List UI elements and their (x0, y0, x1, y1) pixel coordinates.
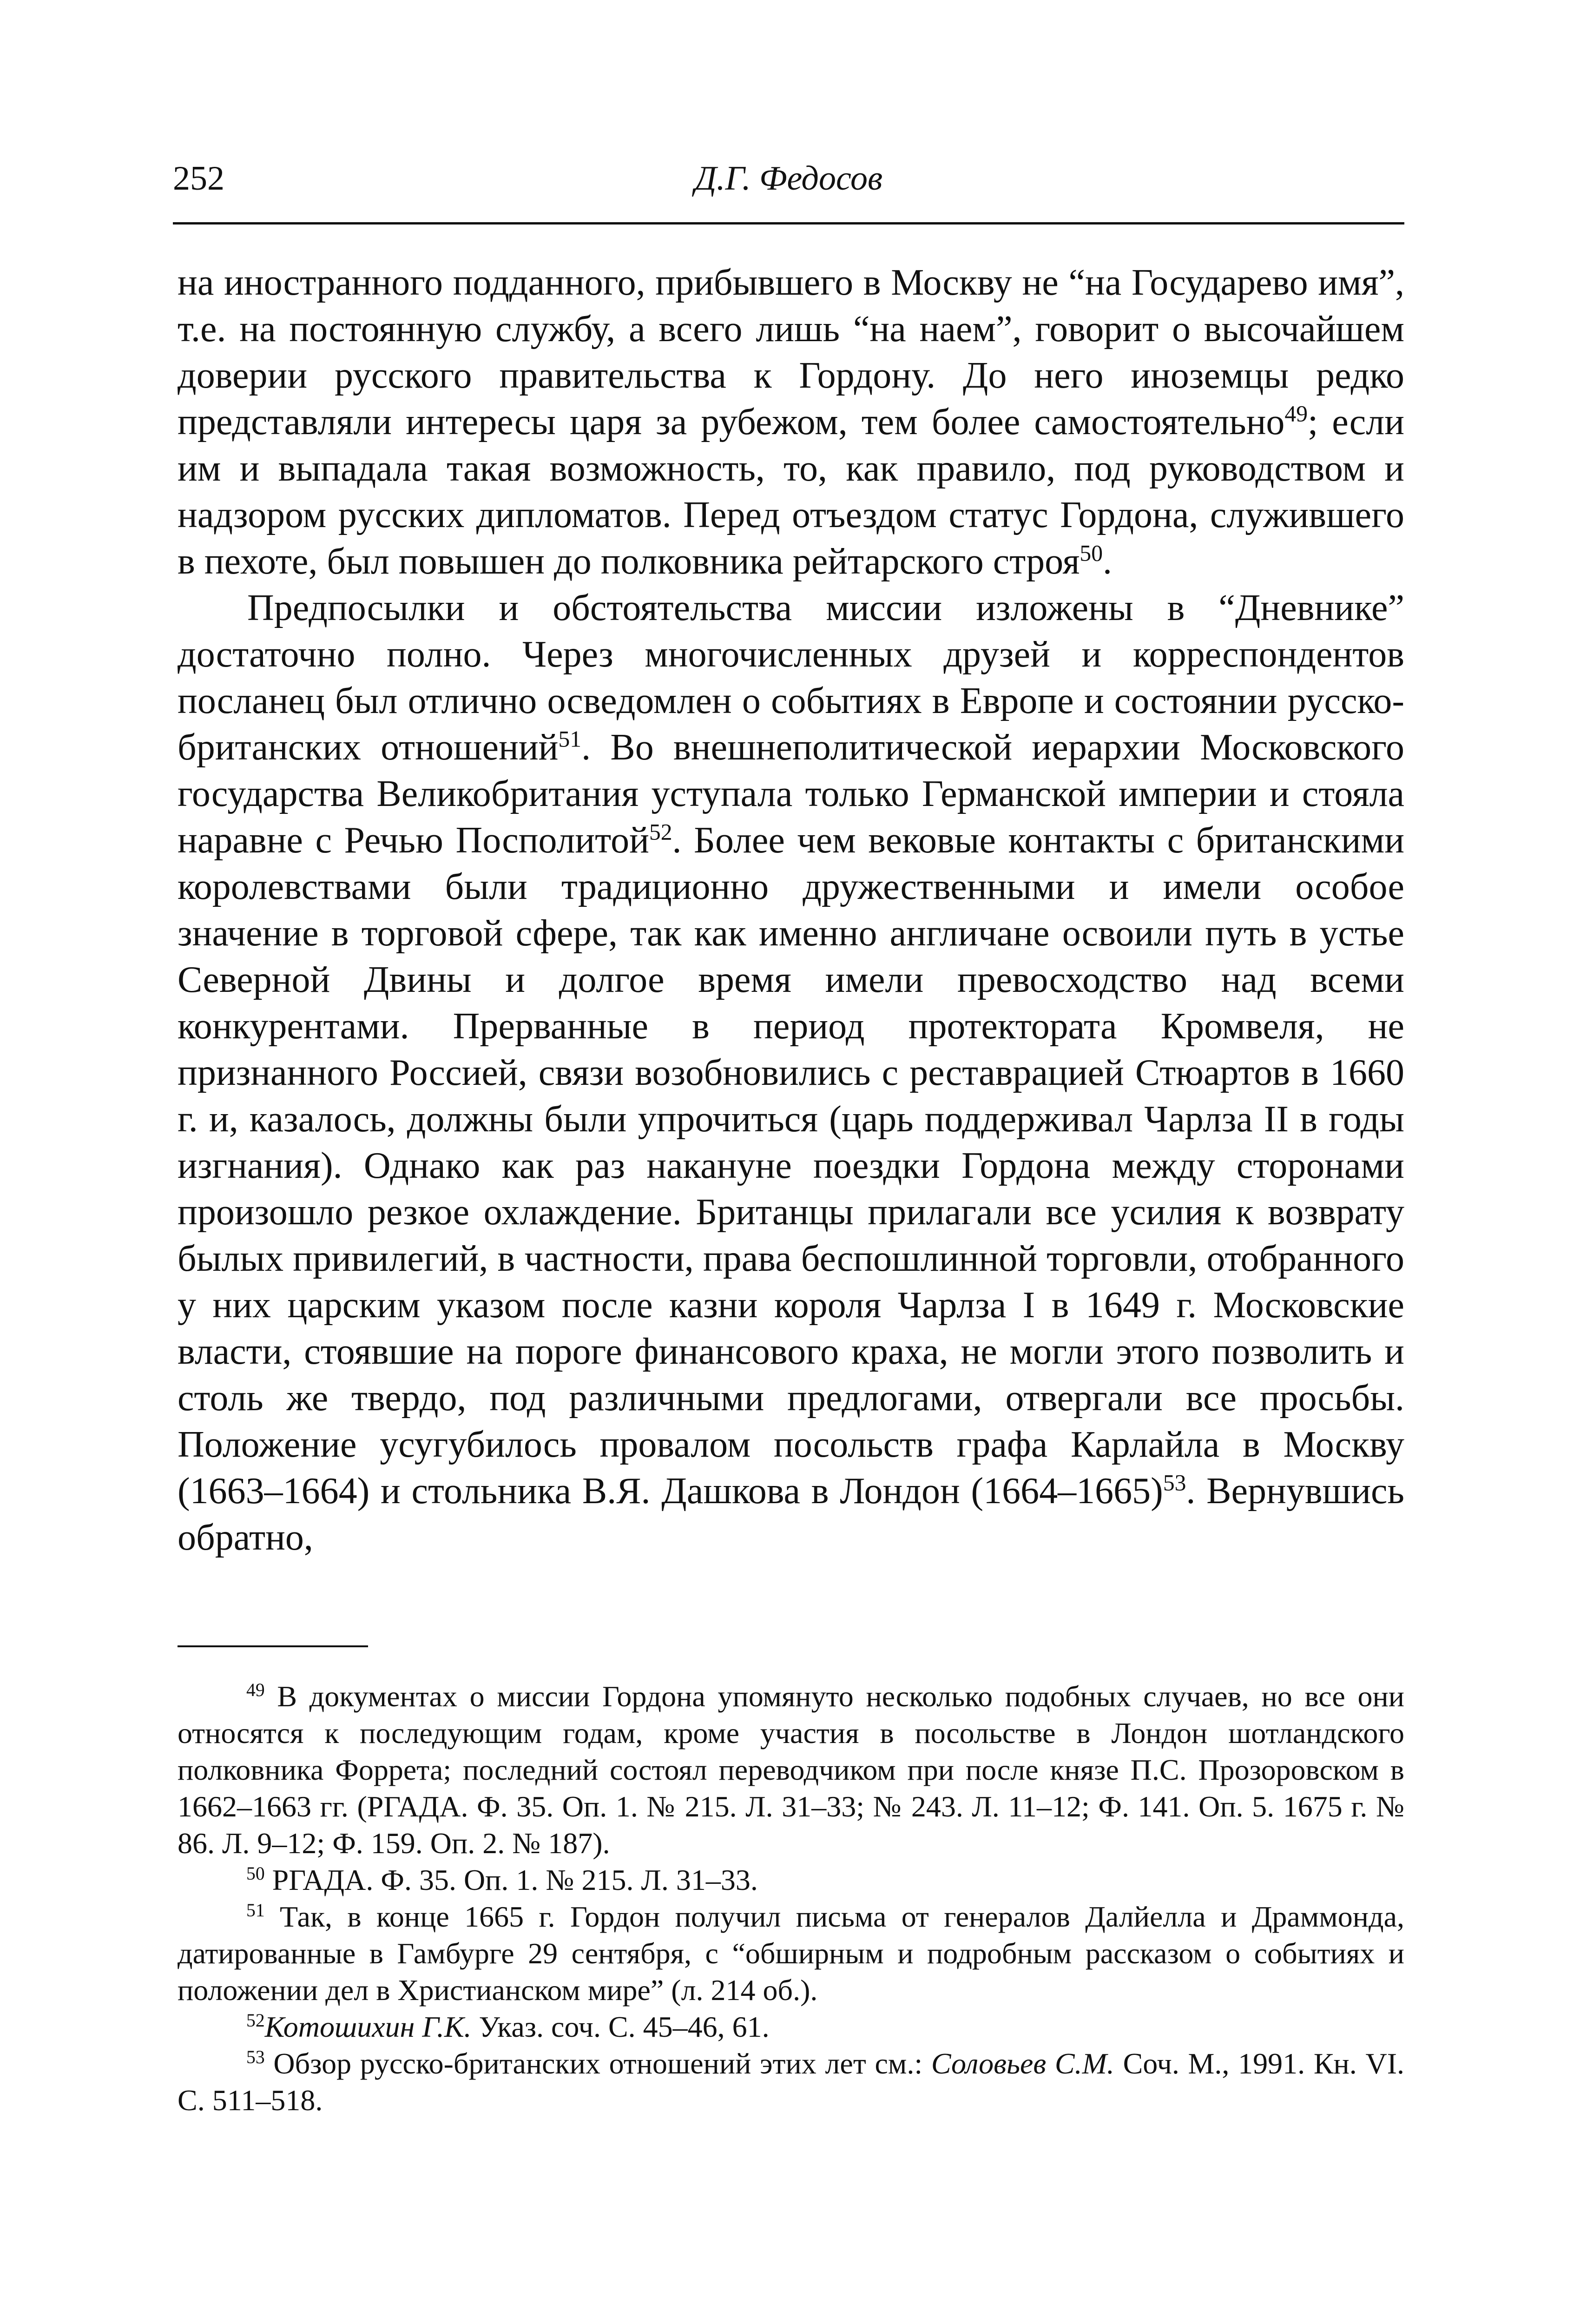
header-rule (173, 222, 1404, 224)
running-title: Д.Г. Федосов (694, 159, 883, 198)
footnote-text: РГАДА. Ф. 35. Оп. 1. № 215. Л. 31–33. (264, 1863, 758, 1896)
footnote-text: Указ. соч. С. 45–46, 61. (471, 2010, 770, 2043)
paragraph-1-text-2: ; если им и выпадала такая возможность, то, как правило, под руководством и надзором русских дипломатов. Перед отъездом статус Гордона, служившего в пехоте, был повышен до полковника рейтарского строя (178, 402, 1405, 582)
footnote-number: 53 (246, 2047, 265, 2068)
paragraph-2-text-2: . Во внешнеполитической иерархии Московского государства Великобритания уступала только Германской империи и стояла наравне с Речью Посполитой (178, 727, 1404, 861)
page-number: 252 (173, 159, 224, 198)
footnote-number: 49 (246, 1680, 265, 1701)
footnote-text: Так, в конце 1665 г. Гордон получил письма от генералов Далйелла и Драммонда, датированные в Гамбурге 29 сентября, с “обширным и подробным рассказом о событиях и положении дел в Христианском мире” (л. 214 об.). (178, 1900, 1404, 2007)
footnote-author: Котошихин Г.К. (264, 2010, 472, 2043)
footnote-ref-49: 49 (1284, 401, 1308, 427)
footnote-rule (178, 1645, 368, 1647)
footnote-number: 51 (246, 1900, 265, 1921)
paragraph-2-text-3: . Более чем вековые контакты с британскими королевствами были традиционно дружественными и имели особое значение в торговой сфере, так как именно англичане освоили путь в устье Северной Двины и долгое время имели превосходство над всеми конкурентами. Прерванные в период протектората Кромвеля, не признанного Россией, связи возобновились с реставрацией Стюартов в 1660 г. и, казалось, должны были упрочиться (царь поддерживал Чарлза II в годы изгнания). Однако как раз накануне поездки Гордона между сторонами произошло резкое охлаждение. Британцы прилагали все усилия к возврату былых привилегий, в частности, права беспошлинной торговли, отобранного у них царским указом после казни короля Чарлза I в 1649 г. Московские власти, стоявшие на пороге финансового краха, не могли этого позволить и столь же твердо, под различными предлогами, отвергали все просьбы. Положение усугубилось провалом посольств графа Карлайла в Москву (1663–1664) и стольника В.Я. Дашкова в Лондон (1664–1665) (178, 820, 1405, 1512)
page-header (173, 156, 1404, 207)
paragraph-1-text-1: на иностранного подданного, прибывшего в Москву не “на Государево имя”, т.е. на постоянную службу, а всего лишь “на наем”, говорит о высочайшем доверии русского правительства к Гордону. До него иноземцы редко представляли интересы царя за рубежом, тем более самостоятельно (178, 262, 1404, 442)
footnote-53 (178, 2045, 1404, 2119)
footnote-ref-52: 52 (649, 819, 672, 845)
footnote-51 (178, 1898, 1404, 2008)
paragraph-2 (178, 585, 1404, 1561)
footnote-text: Соч. М., 1991. Кн. VI. С. 511–518. (178, 2047, 1404, 2117)
paragraph-1 (178, 259, 1404, 585)
footnote-author: Соловьев С.М. (931, 2047, 1114, 2080)
footnote-49 (178, 1678, 1404, 1862)
footnote-number: 50 (246, 1863, 265, 1884)
footnote-ref-50: 50 (1080, 540, 1103, 566)
main-text (178, 259, 1404, 1561)
footnote-text: Обзор русско-британских отношений этих лет см.: (264, 2047, 931, 2080)
footnotes (178, 1678, 1404, 2119)
footnote-ref-51: 51 (558, 726, 582, 752)
footnote-50 (178, 1862, 1404, 1898)
footnote-ref-53: 53 (1163, 1470, 1186, 1496)
footnote-number: 52 (246, 2010, 265, 2031)
paragraph-2-text-1: Предпосылки и обстоятельства миссии изложены в “Дневнике” достаточно полно. Через многочисленных друзей и корреспондентов посланец был отлично осведомлен о событиях в Европе и состоянии русско-британских отношений (178, 588, 1404, 768)
footnote-52 (178, 2008, 1404, 2045)
footnote-text: В документах о миссии Гордона упомянуто несколько подобных случаев, но все они относятся к последующим годам, кроме участия в посольстве в Лондон шотландского полковника Форрета; последний состоял переводчиком при после князе П.С. Прозоровском в 1662–1663 гг. (РГАДА. Ф. 35. Оп. 1. № 215. Л. 31–33; № 243. Л. 11–12; Ф. 141. Оп. 5. 1675 г. № 86. Л. 9–12; Ф. 159. Оп. 2. № 187). (178, 1680, 1404, 1860)
paragraph-2-text-4: . Вернувшись обратно, (178, 1471, 1404, 1558)
paragraph-1-text-3: . (1103, 541, 1112, 582)
